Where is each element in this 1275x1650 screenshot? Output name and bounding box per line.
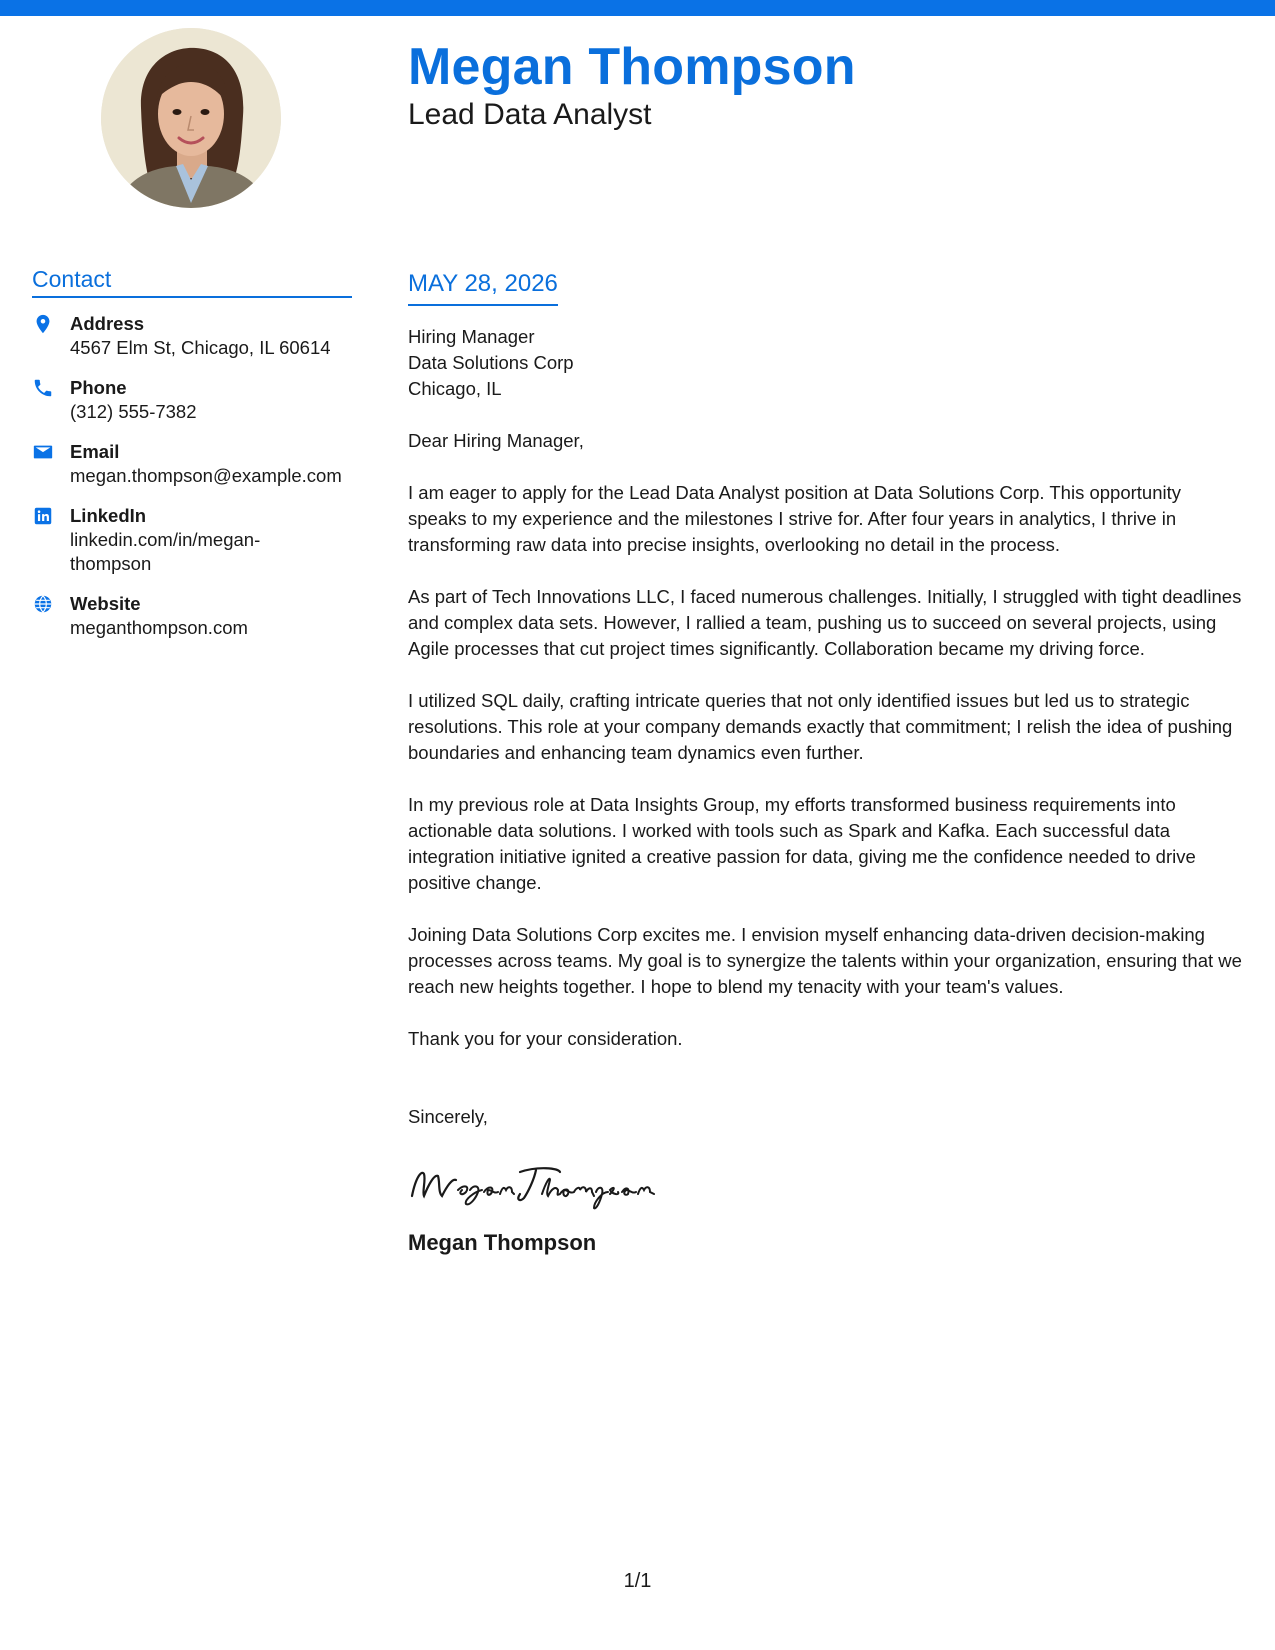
contact-sidebar [32,266,352,656]
email-icon [32,441,54,463]
website-label: Website [70,593,141,614]
recipient-line: Data Solutions Corp [408,352,574,373]
handwritten-signature [408,1156,1243,1212]
page-number: 1/1 [623,1570,652,1592]
contact-item-phone [32,376,352,424]
letter-paragraph: Thank you for your consideration. [408,1028,683,1049]
contact-item-linkedin [32,504,352,576]
letter-date: MAY 28, 2026 [408,268,558,306]
profile-photo [101,28,281,208]
linkedin-value: linkedin.com/in/megan-thompson [70,529,261,574]
globe-icon [32,593,54,615]
contact-item-email [32,440,352,488]
contact-heading: Contact [32,266,352,298]
phone-value: (312) 555-7382 [70,401,197,422]
letter-paragraph: In my previous role at Data Insights Group, my efforts transformed business requirements into actionable data solutions. I worked with tools such as Spark and Kafka. Each successful data integration initiative ignited a creative passion for data, giving me the confidence needed to drive positive change. [408,794,1196,893]
phone-label: Phone [70,377,127,398]
website-value: meganthompson.com [70,617,248,638]
contact-item-website [32,592,352,640]
salutation: Dear Hiring Manager, [408,430,584,451]
recipient-block [408,324,1243,402]
linkedin-icon [32,505,54,527]
top-accent-bar [0,0,1275,16]
email-label: Email [70,441,120,462]
address-label: Address [70,313,145,334]
phone-icon [32,377,54,399]
signer-name: Megan Thompson [408,1230,597,1255]
letter-header [408,40,856,133]
address-value: 4567 Elm St, Chicago, IL 60614 [70,337,331,358]
recipient-line: Chicago, IL [408,378,502,399]
letter-body [408,268,1243,1256]
letter-paragraph: Joining Data Solutions Corp excites me. I envision myself enhancing data-driven decision-making processes across teams. My goal is to synergize the talents within your organization, ensuring that we reach new heights together. I hope to blend my tenacity with your team's values. [408,924,1242,997]
contact-item-address [32,312,352,360]
letter-paragraph: As part of Tech Innovations LLC, I faced numerous challenges. Initially, I struggled with tight deadlines and complex data sets. However, I rallied a team, pushing us to succeed on several projects, using Agile processes that cut project times significantly. Collaboration became my driving force. [408,586,1242,659]
email-value: megan.thompson@example.com [70,465,342,486]
applicant-name: Megan Thompson [408,38,856,96]
linkedin-label: LinkedIn [70,505,147,526]
recipient-line: Hiring Manager [408,326,535,347]
letter-paragraph: I utilized SQL daily, crafting intricate queries that not only identified issues but led us to strategic resolutions. This role at your company demands exactly that commitment; I relish the idea of pushing boundaries and enhancing team dynamics even further. [408,690,1233,763]
location-pin-icon [32,313,54,335]
applicant-job-title: Lead Data Analyst [408,97,652,131]
closing: Sincerely, [408,1106,488,1127]
letter-paragraph: I am eager to apply for the Lead Data Analyst position at Data Solutions Corp. This opportunity speaks to my experience and the milestones I strive for. After four years in analytics, I thrive in transforming raw data into precise insights, overlooking no detail in the process. [408,482,1181,555]
